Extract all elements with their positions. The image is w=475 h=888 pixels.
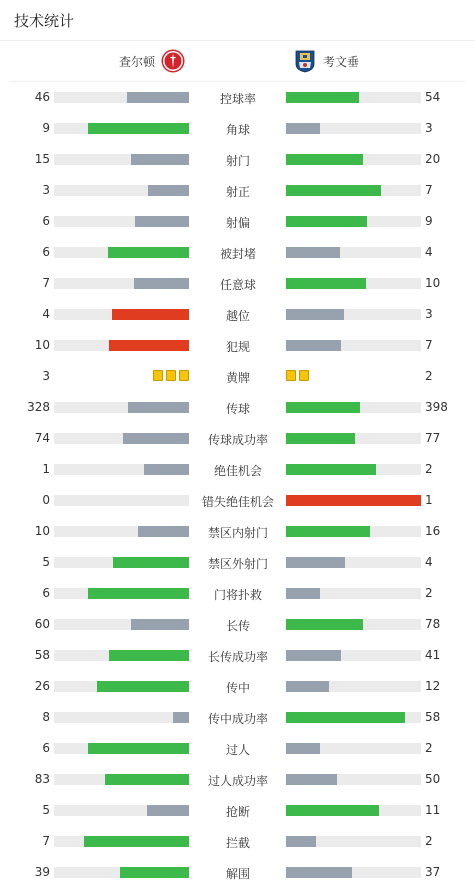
stat-row	[0, 175, 475, 206]
stat-label: 抢断	[225, 805, 250, 819]
stat-label: 传中	[225, 681, 250, 695]
away-bar-track	[286, 216, 421, 227]
stat-row	[0, 578, 475, 609]
stat-label: 黄牌	[225, 371, 250, 385]
away-bar-track	[286, 588, 421, 599]
stat-label: 禁区外射门	[207, 557, 268, 571]
away-bar	[286, 805, 379, 816]
home-bar-track	[54, 650, 189, 661]
home-bar	[131, 154, 189, 165]
away-bar-track	[286, 619, 421, 630]
away-bar	[286, 464, 376, 475]
stat-row	[0, 640, 475, 671]
away-value: 10	[425, 276, 441, 290]
home-bar	[97, 681, 189, 692]
home-value: 10	[34, 338, 50, 352]
home-value: 7	[42, 276, 50, 290]
home-value: 8	[42, 710, 50, 724]
stat-row	[0, 516, 475, 547]
away-value: 12	[425, 679, 441, 693]
yellow-card-icon	[153, 370, 163, 381]
away-value: 11	[425, 803, 441, 817]
home-bar	[88, 588, 189, 599]
stat-row	[0, 237, 475, 268]
away-value: 37	[425, 865, 441, 879]
away-bar-track	[286, 278, 421, 289]
stat-label: 过人	[225, 743, 250, 757]
home-value: 15	[34, 152, 50, 166]
home-bar	[113, 557, 189, 568]
home-bar	[109, 340, 189, 351]
home-value: 7	[42, 834, 50, 848]
home-bar	[148, 185, 189, 196]
away-team[interactable]	[293, 49, 359, 73]
home-yellow-cards	[153, 370, 189, 381]
home-bar	[127, 92, 189, 103]
stat-label: 长传	[225, 619, 250, 633]
away-bar-track	[286, 92, 421, 103]
home-value: 83	[34, 772, 50, 786]
home-bar-track	[54, 433, 189, 444]
home-bar	[144, 464, 189, 475]
away-bar	[286, 402, 360, 413]
stat-row	[0, 392, 475, 423]
yellow-card-icon	[299, 370, 309, 381]
home-bar-track	[54, 216, 189, 227]
stat-label: 长传成功率	[207, 650, 268, 664]
away-bar	[286, 185, 381, 196]
home-value: 1	[42, 462, 50, 476]
away-value: 3	[425, 307, 433, 321]
stat-label: 射正	[225, 185, 250, 199]
away-bar	[286, 123, 320, 134]
home-bar-track	[54, 774, 189, 785]
away-value: 2	[425, 741, 433, 755]
home-bar	[105, 774, 189, 785]
stat-label: 越位	[225, 309, 250, 323]
away-bar	[286, 619, 363, 630]
away-bar-track	[286, 464, 421, 475]
home-bar-track	[54, 588, 189, 599]
away-bar-track	[286, 743, 421, 754]
stat-row	[0, 733, 475, 764]
home-bar	[131, 619, 189, 630]
away-bar-track	[286, 154, 421, 165]
stat-row	[0, 826, 475, 857]
home-value: 26	[34, 679, 50, 693]
home-bar	[108, 247, 189, 258]
page-title: 技术统计	[14, 11, 75, 30]
home-bar	[88, 743, 189, 754]
away-value: 9	[425, 214, 433, 228]
stat-label: 射偏	[225, 216, 250, 230]
stat-row	[0, 113, 475, 144]
home-value: 4	[42, 307, 50, 321]
home-bar	[123, 433, 189, 444]
home-bar-track	[54, 805, 189, 816]
stat-label: 犯规	[225, 340, 250, 354]
stat-label: 过人成功率	[207, 774, 268, 788]
away-bar-track	[286, 340, 421, 351]
away-bar	[286, 588, 320, 599]
away-value: 1	[425, 493, 433, 507]
away-bar	[286, 154, 363, 165]
yellow-card-icon	[166, 370, 176, 381]
stat-label: 射门	[225, 154, 250, 168]
stat-label: 传球成功率	[207, 433, 268, 447]
away-bar	[286, 774, 337, 785]
home-bar	[84, 836, 189, 847]
home-bar-track	[54, 836, 189, 847]
home-bar-track	[54, 619, 189, 630]
stat-row	[0, 206, 475, 237]
home-value: 6	[42, 214, 50, 228]
page-header	[0, 0, 475, 41]
away-bar	[286, 495, 421, 506]
away-bar	[286, 278, 366, 289]
stat-label: 角球	[225, 123, 250, 137]
home-value: 5	[42, 555, 50, 569]
away-bar	[286, 433, 355, 444]
home-bar	[128, 402, 189, 413]
away-bar-track	[286, 774, 421, 785]
away-value: 78	[425, 617, 441, 631]
home-bar-track	[54, 123, 189, 134]
stat-label: 解围	[225, 867, 250, 881]
away-value: 16	[425, 524, 441, 538]
away-bar	[286, 867, 352, 878]
away-bar-track	[286, 185, 421, 196]
away-bar	[286, 650, 341, 661]
stat-label: 传中成功率	[207, 712, 268, 726]
home-bar	[135, 216, 189, 227]
home-value: 6	[42, 741, 50, 755]
away-bar	[286, 309, 344, 320]
home-bar-track	[54, 495, 189, 506]
away-value: 41	[425, 648, 441, 662]
home-bar-track	[54, 247, 189, 258]
home-value: 60	[34, 617, 50, 631]
away-bar-track	[286, 123, 421, 134]
away-value: 2	[425, 834, 433, 848]
home-bar	[109, 650, 189, 661]
away-bar-track	[286, 836, 421, 847]
stat-row	[0, 268, 475, 299]
away-bar-track	[286, 681, 421, 692]
away-bar	[286, 712, 405, 723]
away-value: 7	[425, 338, 433, 352]
away-value: 54	[425, 90, 441, 104]
home-value: 328	[27, 400, 50, 414]
home-value: 10	[34, 524, 50, 538]
stat-label: 拦截	[225, 836, 250, 850]
away-bar	[286, 216, 367, 227]
stat-label: 传球	[225, 402, 250, 416]
stat-row	[0, 299, 475, 330]
away-bar-track	[286, 402, 421, 413]
home-bar-track	[54, 92, 189, 103]
home-value: 5	[42, 803, 50, 817]
away-value: 58	[425, 710, 441, 724]
away-bar-track	[286, 247, 421, 258]
away-team-name: 考文垂	[323, 54, 360, 69]
home-value: 3	[42, 369, 50, 383]
away-bar-track	[286, 526, 421, 537]
away-bar-track	[286, 309, 421, 320]
stat-row	[0, 330, 475, 361]
yellow-card-icon	[286, 370, 296, 381]
home-value: 3	[42, 183, 50, 197]
away-bar-track	[286, 650, 421, 661]
stat-label: 任意球	[219, 278, 256, 292]
home-bar-track	[54, 154, 189, 165]
away-value: 4	[425, 245, 433, 259]
home-bar	[112, 309, 189, 320]
stat-label: 被封堵	[219, 247, 256, 261]
away-value: 4	[425, 555, 433, 569]
home-bar-track	[54, 743, 189, 754]
home-bar-track	[54, 526, 189, 537]
home-value: 46	[34, 90, 50, 104]
home-bar-track	[54, 340, 189, 351]
home-bar-track	[54, 309, 189, 320]
away-bar-track	[286, 867, 421, 878]
stat-label: 错失绝佳机会	[201, 495, 274, 509]
home-value: 58	[34, 648, 50, 662]
stat-label: 绝佳机会	[213, 464, 262, 478]
home-value: 9	[42, 121, 50, 135]
home-value: 39	[34, 865, 50, 879]
stat-row	[0, 144, 475, 175]
away-bar-track	[286, 712, 421, 723]
stat-label: 控球率	[219, 92, 256, 106]
home-bar-track	[54, 712, 189, 723]
home-value: 6	[42, 586, 50, 600]
away-bar	[286, 681, 329, 692]
home-bar-track	[54, 557, 189, 568]
home-value: 6	[42, 245, 50, 259]
away-value: 20	[425, 152, 441, 166]
home-bar-track	[54, 185, 189, 196]
away-value: 2	[425, 369, 433, 383]
away-value: 2	[425, 462, 433, 476]
stat-row	[0, 82, 475, 113]
stat-row	[0, 671, 475, 702]
teams-header	[10, 41, 465, 82]
coventry-crest-icon	[293, 49, 317, 73]
away-value: 3	[425, 121, 433, 135]
home-bar-track	[54, 464, 189, 475]
away-bar	[286, 340, 341, 351]
home-bar	[134, 278, 189, 289]
home-bar-track	[54, 867, 189, 878]
stat-row	[0, 485, 475, 516]
away-bar	[286, 526, 370, 537]
away-bar	[286, 92, 359, 103]
home-bar	[120, 867, 189, 878]
stat-row	[0, 857, 475, 888]
away-value: 398	[425, 400, 448, 414]
away-yellow-cards	[286, 370, 309, 381]
away-bar-track	[286, 433, 421, 444]
home-bar-track	[54, 278, 189, 289]
stat-label: 门将扑救	[213, 588, 262, 602]
away-value: 77	[425, 431, 441, 445]
stat-row	[0, 609, 475, 640]
away-bar	[286, 247, 340, 258]
home-bar	[147, 805, 189, 816]
away-bar-track	[286, 805, 421, 816]
away-bar	[286, 557, 345, 568]
home-team-name: 查尔顿	[118, 54, 155, 69]
away-value: 2	[425, 586, 433, 600]
yellow-card-icon	[179, 370, 189, 381]
home-bar	[138, 526, 189, 537]
away-value: 50	[425, 772, 441, 786]
stat-row	[0, 795, 475, 826]
stat-row	[0, 764, 475, 795]
away-bar	[286, 836, 316, 847]
home-team[interactable]	[119, 49, 185, 73]
away-value: 7	[425, 183, 433, 197]
stat-row	[0, 423, 475, 454]
away-bar	[286, 743, 320, 754]
home-bar	[173, 712, 189, 723]
home-value: 0	[42, 493, 50, 507]
stat-row	[0, 454, 475, 485]
charlton-crest-icon	[161, 49, 185, 73]
stat-row	[0, 361, 475, 392]
home-bar-track	[54, 402, 189, 413]
stat-row	[0, 702, 475, 733]
away-bar-track	[286, 557, 421, 568]
away-bar-track	[286, 495, 421, 506]
stat-row	[0, 547, 475, 578]
home-bar	[88, 123, 189, 134]
home-bar-track	[54, 681, 189, 692]
stat-label: 禁区内射门	[207, 526, 268, 540]
home-value: 74	[34, 431, 50, 445]
stats-list	[0, 82, 475, 888]
